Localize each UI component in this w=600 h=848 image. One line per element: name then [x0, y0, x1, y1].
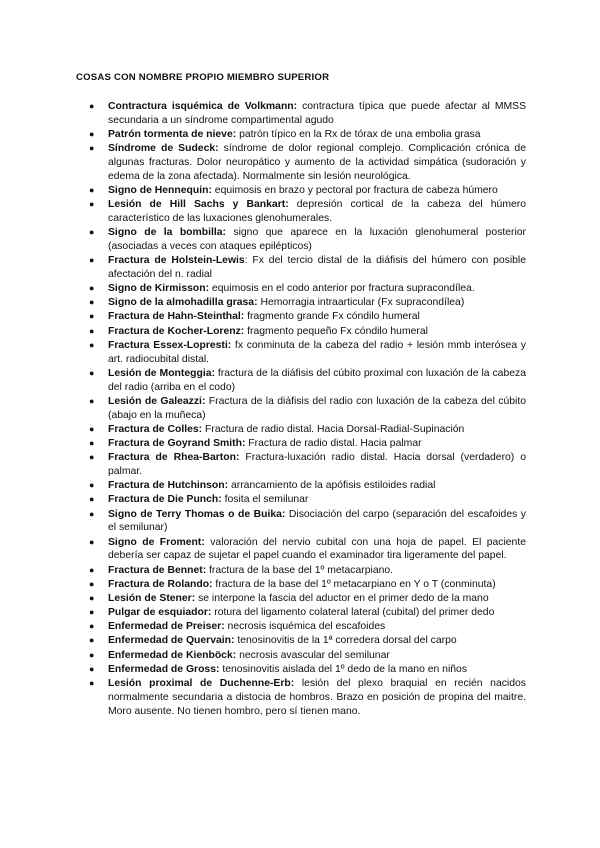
list-item: [89, 606, 526, 620]
item-term: Signo de la almohadilla grasa:: [108, 297, 258, 309]
bullet-icon: ●: [89, 480, 95, 491]
bullet-icon: ●: [89, 607, 95, 618]
bullet-icon: ●: [89, 199, 95, 210]
item-term: Fractura de Kocher-Lorenz:: [108, 325, 245, 337]
bullet-icon: ●: [89, 437, 95, 448]
bullet-icon: ●: [89, 101, 95, 111]
item-term: Fractura de Holstein-Lewis: [108, 255, 245, 267]
bullet-icon: ●: [89, 564, 95, 575]
list-item: [89, 184, 526, 198]
item-term: Fractura de Colles:: [108, 423, 203, 435]
item-term: Fractura de Die Punch:: [108, 494, 222, 506]
list-item: [89, 325, 526, 339]
bullet-icon: ●: [89, 143, 95, 154]
bullet-icon: ●: [89, 184, 95, 195]
list-item: [89, 663, 526, 677]
item-description: equimosis en el codo anterior por fractura supracondílea.: [209, 283, 475, 295]
list-item: [89, 437, 526, 451]
list-item: [89, 296, 526, 310]
list-item: [89, 226, 526, 254]
item-term: Enfermedad de Kienböck:: [108, 649, 237, 661]
bullet-icon: ●: [89, 508, 95, 519]
item-term: Contractura isquémica de Volkmann:: [108, 101, 298, 112]
item-term: Lesión de Stener:: [108, 592, 196, 604]
list-item: [89, 198, 526, 226]
item-description: tenosinovitis de la 1ª corredera dorsal del carpo: [234, 635, 457, 647]
list-item: [89, 367, 526, 395]
item-description: equimosis en brazo y pectoral por fractura de cabeza húmero: [211, 184, 498, 196]
item-term: Signo de Kirmisson:: [108, 283, 210, 295]
item-term: Fractura de Hahn-Steinthal:: [108, 311, 245, 323]
list-item: [89, 479, 526, 493]
item-description: Fractura de la diáfisis del radio con luxación de la cabeza del cúbito (abajo en la muñeca): [108, 395, 526, 421]
list-item: [89, 564, 526, 578]
item-term: Fractura de Bennet:: [108, 564, 207, 576]
bullet-icon: ●: [89, 325, 95, 336]
bullet-icon: ●: [89, 649, 95, 660]
bullet-icon: ●: [89, 128, 95, 139]
bullet-icon: ●: [89, 297, 95, 308]
bullet-icon: ●: [89, 635, 95, 646]
item-description: : Fx del tercio distal de la diáfisis del húmero con posible afectación del n. radial: [108, 255, 526, 280]
item-description: valoración del nervio cubital con una hoja de papel. El paciente debería ser capaz de sujetar el papel cuando el examinador tira ligeramente del papel.: [108, 536, 526, 562]
item-term: Fractura Essex-Lopresti:: [108, 339, 232, 351]
list-item: [89, 282, 526, 296]
bullet-icon: ●: [89, 311, 95, 322]
item-term: Síndrome de Sudeck:: [108, 143, 219, 155]
item-description: Hemorragia intraarticular (Fx supracondílea): [257, 297, 465, 309]
item-description: depresión cortical de la cabeza del húmero característico de las luxaciones glenohumerales.: [108, 199, 526, 224]
item-term: Enfermedad de Quervain:: [108, 635, 235, 647]
item-term: Fractura de Rolando:: [108, 578, 213, 590]
bullet-icon: ●: [89, 423, 95, 434]
list-item: [89, 508, 526, 536]
bullet-icon: ●: [89, 621, 95, 632]
bullet-icon: ●: [89, 678, 95, 688]
item-description: Disociación del carpo (separación del escafoides y el semilunar): [108, 508, 526, 534]
eponym-list: [89, 100, 527, 719]
item-description: contractura típica que puede afectar al MMSS secundaria a un síndrome compartimental agudo: [108, 101, 526, 126]
item-term: Fractura de Goyrand Smith:: [108, 437, 246, 449]
item-description: necrosis avascular del semilunar: [236, 649, 390, 661]
item-description: síndrome de dolor regional complejo. Complicación crónica de algunas fracturas. Dolor neuropático y aumento de la actividad simpática (sudoración y edema de la zona afectada). Normalmente sin lesión neurológica.: [108, 143, 526, 182]
item-description: Fractura-luxación radio distal. Hacia dorsal (verdadero) o palmar.: [108, 452, 527, 477]
item-term: Signo de la bombilla:: [108, 227, 226, 239]
bullet-icon: ●: [89, 578, 95, 589]
item-description: Fractura de radio distal. Hacia Dorsal-Radial-Supinación: [202, 423, 465, 435]
item-term: Lesión proximal de Duchenne-Erb:: [108, 678, 295, 689]
bullet-icon: ●: [89, 663, 95, 674]
bullet-icon: ●: [89, 227, 95, 238]
list-item: [89, 536, 526, 564]
item-term: Signo de Hennequin:: [108, 184, 212, 196]
bullet-icon: ●: [89, 452, 95, 463]
item-description: se interpone la fascia del aductor en el primer dedo de la mano: [195, 592, 489, 604]
item-description: arrancamiento de la apófisis estiloides radial: [228, 480, 436, 492]
item-description: fragmento pequeño Fx cóndilo humeral: [244, 325, 428, 337]
item-description: Fractura de radio distal. Hacia palmar: [245, 437, 422, 449]
item-term: Signo de Froment:: [108, 536, 205, 548]
list-item: [89, 142, 526, 183]
bullet-icon: ●: [89, 592, 95, 603]
item-description: fosita el semilunar: [221, 494, 309, 506]
list-item: [89, 493, 526, 507]
item-description: fragmento grande Fx cóndilo humeral: [244, 311, 420, 323]
list-item: [89, 578, 526, 592]
bullet-icon: ●: [89, 339, 95, 350]
bullet-icon: ●: [89, 395, 95, 406]
item-term: Lesión de Hill Sachs y Bankart:: [108, 199, 289, 211]
item-description: rotura del ligamento colateral lateral (cubital) del primer dedo: [211, 607, 495, 619]
list-item: [89, 339, 526, 367]
item-term: Fractura de Hutchinson:: [108, 480, 229, 492]
list-item: [89, 254, 526, 282]
item-term: Fractura de Rhea-Barton:: [108, 452, 240, 464]
list-item: [89, 100, 526, 128]
item-term: Signo de Terry Thomas o de Buika:: [108, 508, 286, 520]
item-description: lesión del plexo braquial en recién nacidos normalmente secundaria a distocia de hombros. Brazo en posición de propina del maitre. Moro ausente. No tienen hombro, pero sí tienen mano.: [108, 678, 526, 717]
list-item: [89, 620, 526, 634]
item-description: fx conminuta de la cabeza del radio + lesión mmb interósea y art. radiocubital distal.: [108, 339, 526, 365]
item-term: Lesión de Galeazzi:: [108, 395, 206, 407]
bullet-icon: ●: [89, 536, 95, 547]
bullet-icon: ●: [89, 255, 95, 266]
list-item: [89, 451, 527, 479]
page-title: COSAS CON NOMBRE PROPIO MIEMBRO SUPERIOR: [76, 72, 330, 83]
list-item: [89, 128, 526, 142]
item-term: Patrón tormenta de nieve:: [108, 128, 237, 140]
item-term: Enfermedad de Preiser:: [108, 621, 225, 633]
list-item: [89, 634, 526, 648]
bullet-icon: ●: [89, 283, 95, 294]
item-term: Enfermedad de Gross:: [108, 663, 220, 675]
item-description: patrón típico en la Rx de tórax de una embolia grasa: [236, 128, 481, 140]
list-item: [89, 423, 526, 437]
item-description: signo que aparece en la luxación glenohumeral posterior (asociadas a veces con ataques epilépticos): [108, 227, 526, 252]
list-item: [89, 677, 526, 718]
bullet-icon: ●: [89, 494, 95, 505]
item-description: fractura de la base del 1º metacarpiano en Y o T (conminuta): [212, 578, 496, 590]
item-term: Lesión de Monteggia:: [108, 367, 215, 379]
item-term: Pulgar de esquiador:: [108, 607, 212, 619]
item-description: tenosinovitis aislada del 1º dedo de la mano en niños: [219, 663, 468, 675]
list-item: [89, 649, 526, 663]
list-item: [89, 395, 526, 423]
bullet-icon: ●: [89, 367, 95, 378]
list-item: [89, 592, 526, 606]
item-description: fractura de la diáfisis del cúbito proximal con luxación de la cabeza del radio (arriba en el codo): [108, 367, 526, 393]
item-description: fractura de la base del 1º metacarpiano.: [206, 564, 394, 576]
item-description: necrosis isquémica del escafoides: [224, 621, 386, 633]
list-item: [89, 310, 526, 324]
